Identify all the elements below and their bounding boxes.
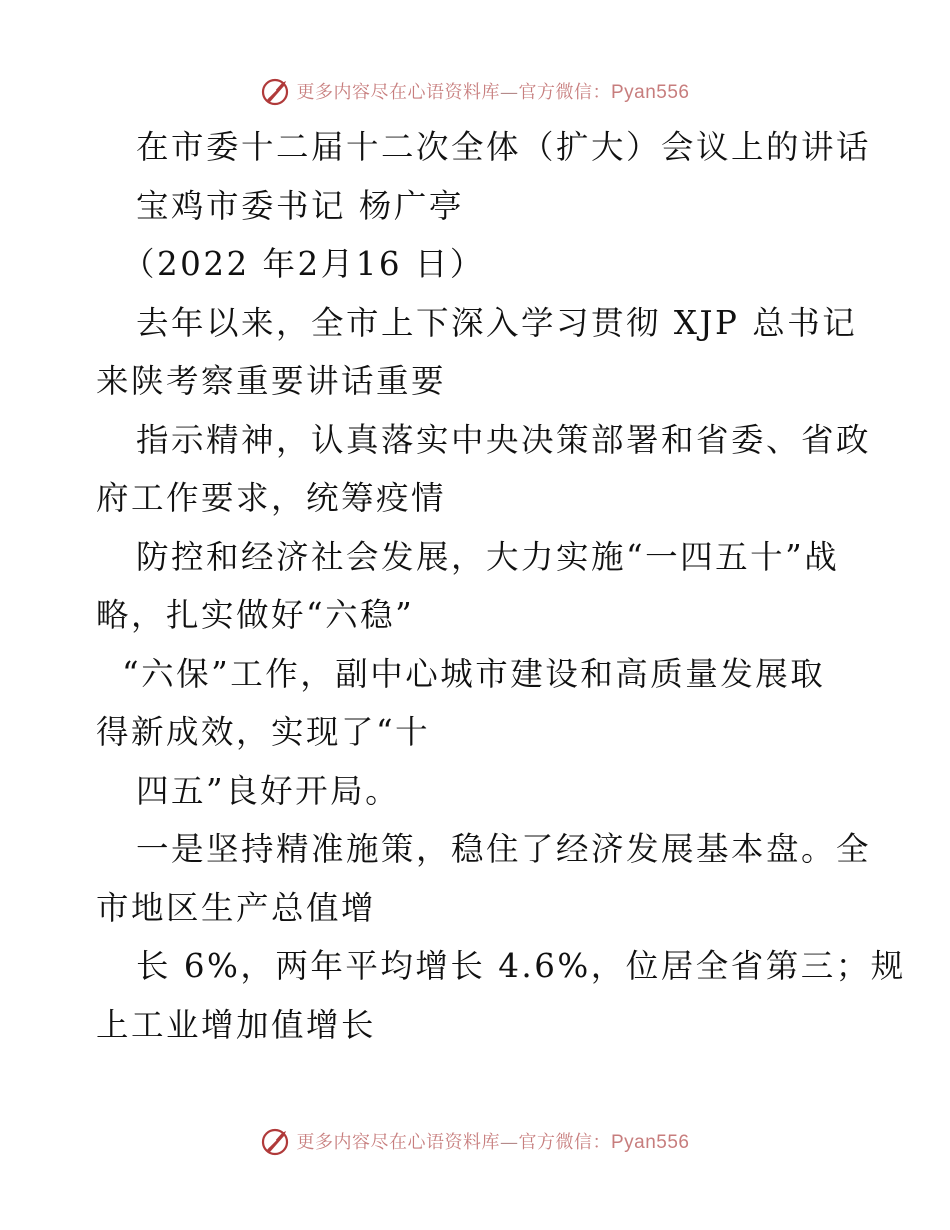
document-date: （2022 年2月16 日） [122, 245, 485, 283]
paragraph-line: 来陕考察重要讲话重要 [96, 362, 447, 400]
header-watermark [0, 71, 950, 111]
paragraph-line: 四五”良好开局。 [136, 771, 401, 810]
paragraph-line: 略，扎实做好“六稳” [96, 596, 415, 634]
quill-pen-logo-icon [260, 75, 292, 107]
watermark-text: 更多内容尽在心语资料库—官方微信：Pyan556 [296, 82, 690, 103]
paragraph-line: 府工作要求，统筹疫情 [96, 479, 447, 517]
paragraph-line: “六保”工作，副中心城市建设和高质量发展取 [122, 654, 826, 693]
quill-pen-logo-icon [260, 1125, 292, 1157]
paragraph-line: 去年以来，全市上下深入学习贯彻 XJP 总书记 [136, 303, 858, 342]
paragraph-line: 得新成效，实现了“十 [96, 713, 431, 751]
paragraph-line: 防控和经济社会发展，大力实施“一四五十”战 [136, 537, 840, 576]
paragraph-line: 上工业增加值增长 [96, 1005, 377, 1044]
paragraph-line: 市地区生产总值增 [96, 888, 377, 927]
watermark-text: 更多内容尽在心语资料库—官方微信：Pyan556 [296, 1132, 690, 1153]
paragraph-line: 指示精神，认真落实中央决策部署和省委、省政 [136, 420, 872, 459]
footer-watermark [0, 1121, 950, 1161]
paragraph-line: 长 6%，两年平均增长 4.6%，位居全省第三；规 [136, 947, 906, 985]
paragraph-line: 一是坚持精准施策，稳住了经济发展基本盘。全 [136, 830, 872, 868]
document-title: 在市委十二届十二次全体（扩大）会议上的讲话 [136, 128, 872, 166]
document-speaker: 宝鸡市委书记 杨广亭 [136, 186, 464, 225]
document-body [96, 118, 906, 1054]
